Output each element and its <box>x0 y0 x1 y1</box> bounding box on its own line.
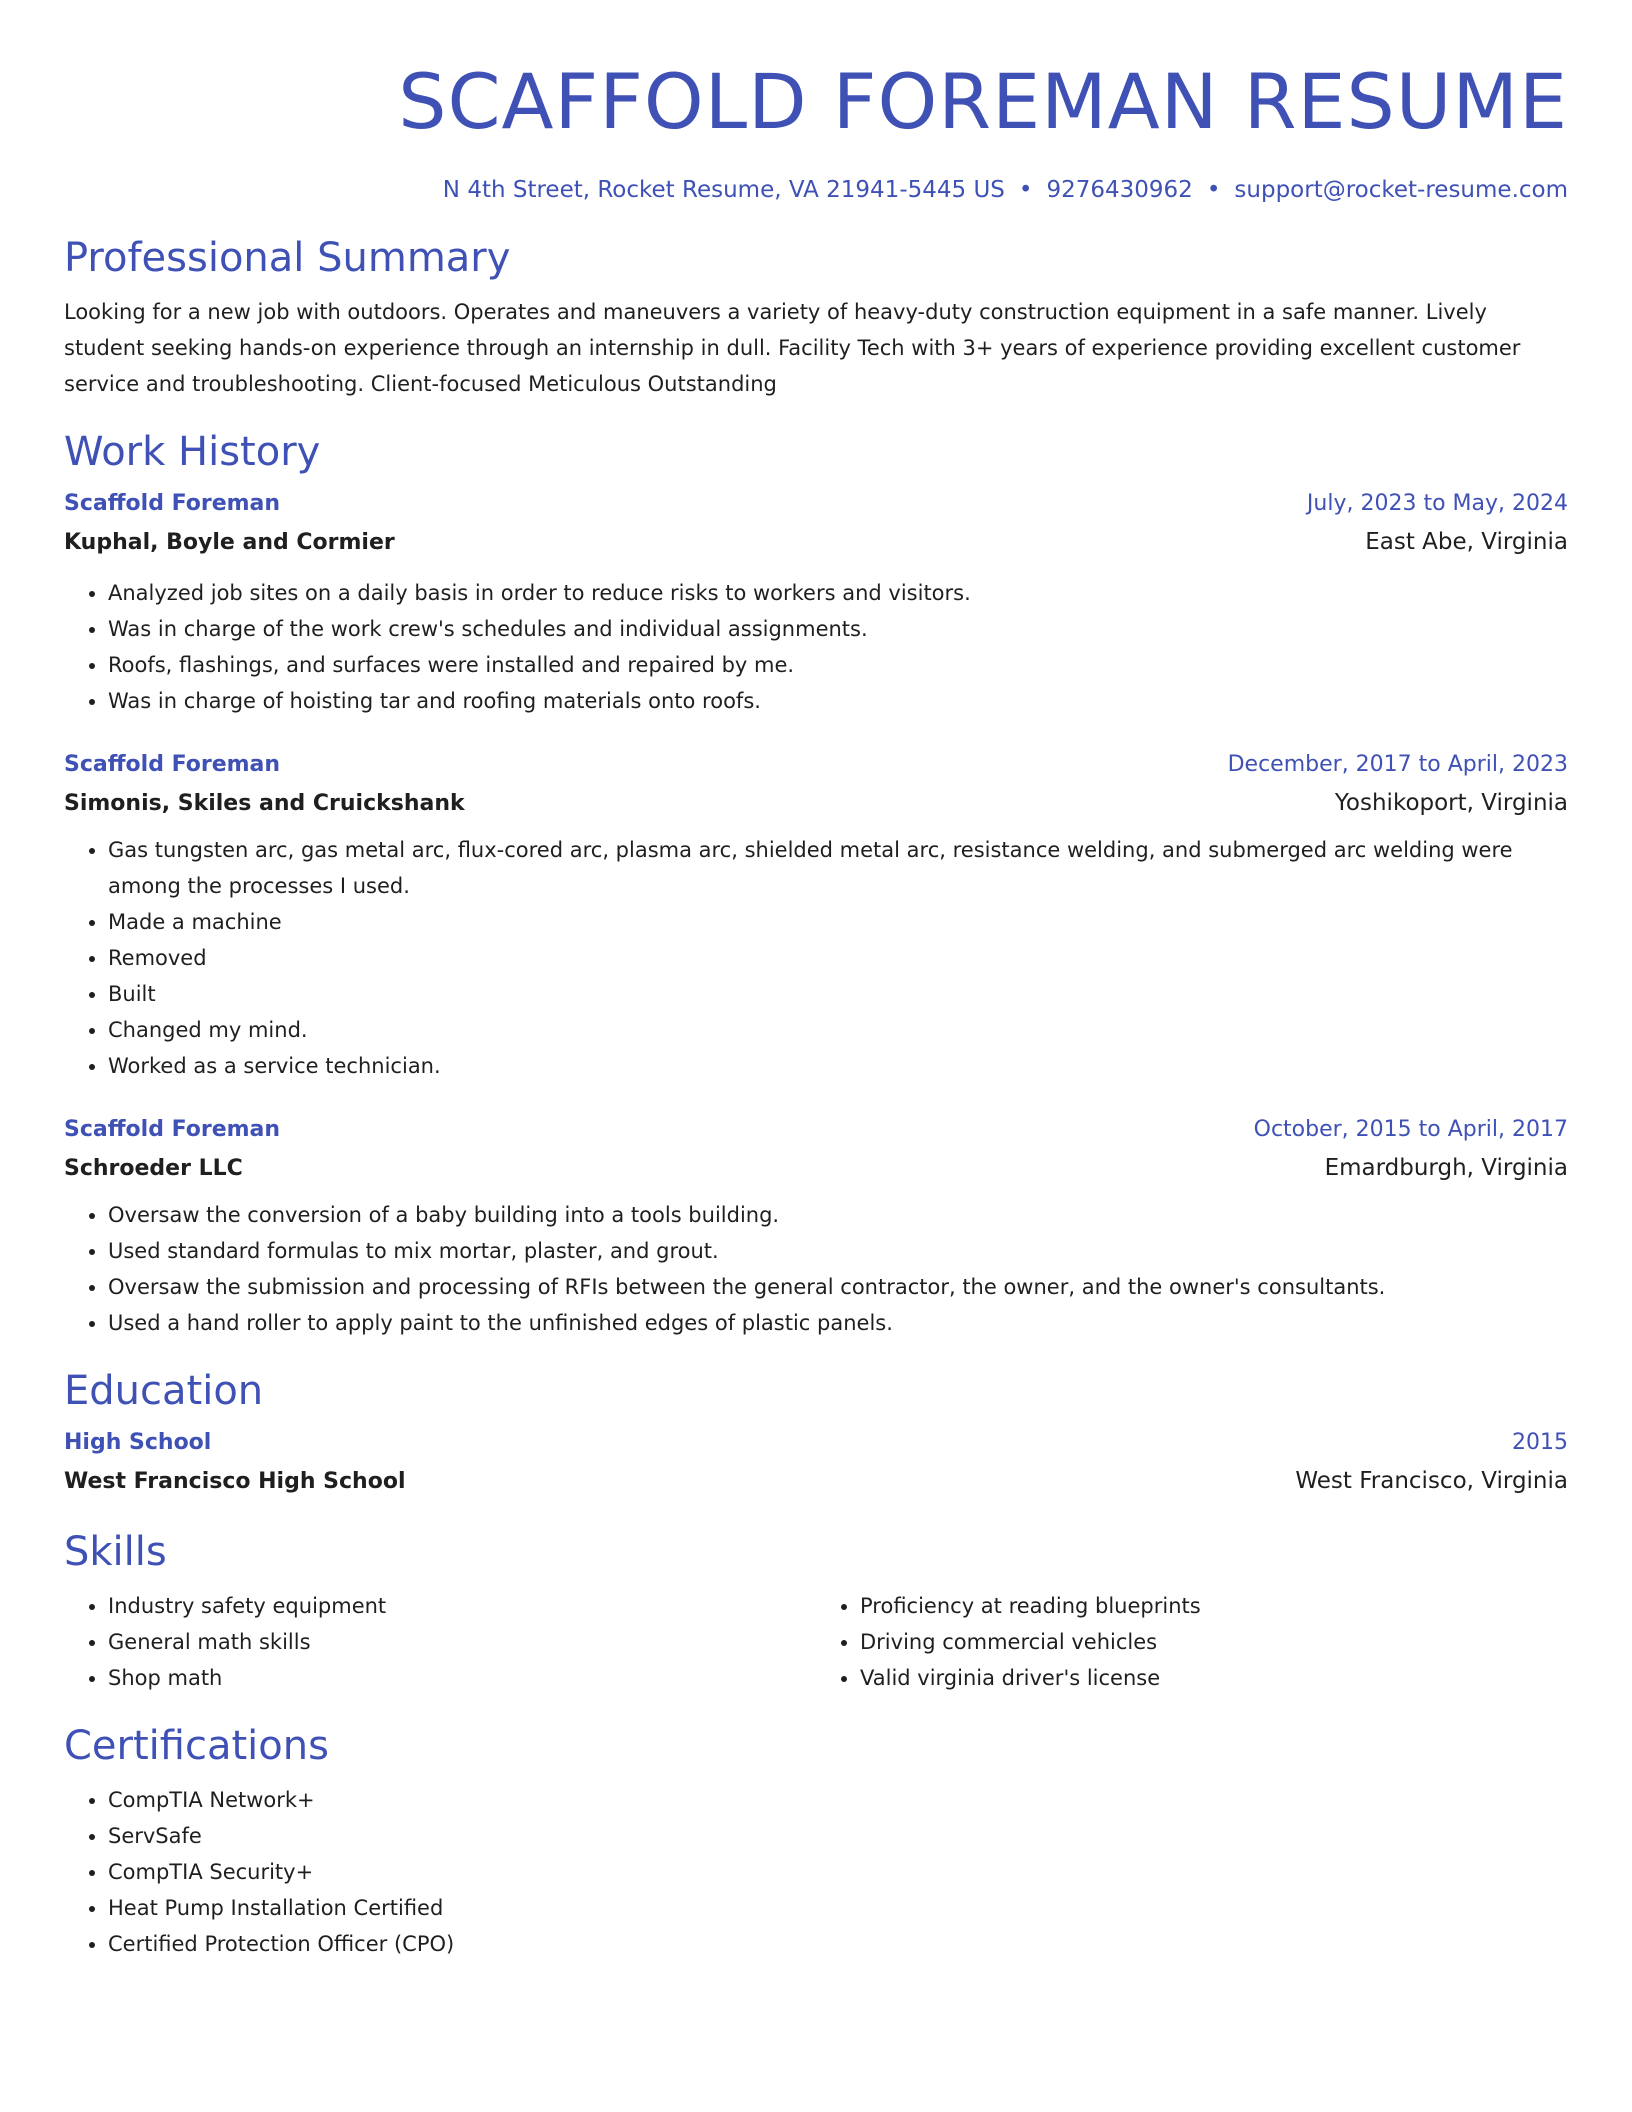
list-item: • General math skills <box>108 1624 816 1660</box>
list-item: • Was in charge of hoisting tar and roofing materials onto roofs. <box>108 683 1568 719</box>
skills-heading: Skills <box>64 1529 167 1575</box>
skills-columns <box>64 1588 1568 1696</box>
list-item: • Removed <box>108 940 1568 976</box>
job-title: Scaffold Foreman <box>64 491 281 516</box>
education-degree: High School <box>64 1430 212 1455</box>
education-location: West Francisco, Virginia <box>1295 1468 1568 1494</box>
job-entry <box>64 747 1568 1084</box>
job-title: Scaffold Foreman <box>64 752 281 777</box>
job-bullets <box>64 832 1568 1084</box>
job-bullets <box>64 1197 1568 1341</box>
summary-heading: Professional Summary <box>64 235 511 281</box>
job-company: Kuphal, Boyle and Cormier <box>64 530 395 555</box>
list-item: • CompTIA Security+ <box>108 1854 1568 1890</box>
resume-title: SCAFFOLD FOREMAN RESUME <box>398 57 1568 146</box>
certifications-section <box>64 1720 1568 1962</box>
certifications-list <box>64 1782 1568 1962</box>
job-title: Scaffold Foreman <box>64 1117 281 1142</box>
education-heading: Education <box>64 1368 264 1414</box>
list-item: • Driving commercial vehicles <box>860 1624 1568 1660</box>
job-location: Yoshikoport, Virginia <box>1334 790 1568 816</box>
list-item: • Used a hand roller to apply paint to the unfinished edges of plastic panels. <box>108 1305 1568 1341</box>
list-item: • Certified Protection Officer (CPO) <box>108 1926 1568 1962</box>
work-history-heading: Work History <box>64 429 321 475</box>
list-item: • Analyzed job sites on a daily basis in order to reduce risks to workers and visitors. <box>108 575 1568 611</box>
job-location: Emardburgh, Virginia <box>1324 1155 1568 1181</box>
work-history-section <box>64 426 1568 1341</box>
education-entry <box>64 1425 1568 1502</box>
list-item: • Worked as a service technician. <box>108 1048 1568 1084</box>
job-entry <box>64 1112 1568 1341</box>
list-item: • Used standard formulas to mix mortar, plaster, and grout. <box>108 1233 1568 1269</box>
list-item: • Shop math <box>108 1660 816 1696</box>
contact-phone: 9276430962 <box>1046 177 1193 203</box>
list-item: • Roofs, flashings, and surfaces were installed and repaired by me. <box>108 647 1568 683</box>
list-item: • CompTIA Network+ <box>108 1782 1568 1818</box>
job-location: East Abe, Virginia <box>1365 529 1568 555</box>
skills-section <box>64 1526 1568 1696</box>
list-item: • Heat Pump Installation Certified <box>108 1890 1568 1926</box>
list-item: • Gas tungsten arc, gas metal arc, flux-cored arc, plasma arc, shielded metal arc, resistance welding, and submerged arc welding were among the processes I used. <box>108 832 1568 904</box>
job-entry <box>64 486 1568 719</box>
summary-section <box>64 232 1568 402</box>
education-school: West Francisco High School <box>64 1469 406 1494</box>
contact-line <box>64 174 1568 206</box>
list-item: • Was in charge of the work crew's schedules and individual assignments. <box>108 611 1568 647</box>
skills-list-left <box>64 1588 816 1696</box>
list-item: • Changed my mind. <box>108 1012 1568 1048</box>
list-item: • Made a machine <box>108 904 1568 940</box>
education-year: 2015 <box>1512 1430 1568 1455</box>
list-item: • Industry safety equipment <box>108 1588 816 1624</box>
job-dates: December, 2017 to April, 2023 <box>1227 752 1568 777</box>
list-item: • Oversaw the submission and processing of RFIs between the general contractor, the owner, and the owner's consultants. <box>108 1269 1568 1305</box>
list-item: • Valid virginia driver's license <box>860 1660 1568 1696</box>
education-section <box>64 1365 1568 1502</box>
job-dates: October, 2015 to April, 2017 <box>1253 1117 1568 1142</box>
job-bullets <box>64 575 1568 719</box>
list-item: • Built <box>108 976 1568 1012</box>
summary-text: Looking for a new job with outdoors. Operates and maneuvers a variety of heavy-duty construction equipment in a safe manner. Lively student seeking hands-on experience through an internship in dull. Facility Tech with 3+ years of experience providing excellent customer service and troubleshooting. Client-focused Meticulous Outstanding <box>64 300 1521 396</box>
list-item: • ServSafe <box>108 1818 1568 1854</box>
list-item: • Oversaw the conversion of a baby building into a tools building. <box>108 1197 1568 1233</box>
job-dates: July, 2023 to May, 2024 <box>1306 491 1568 516</box>
contact-email[interactable]: support@rocket-resume.com <box>1234 177 1568 203</box>
list-item: • Proficiency at reading blueprints <box>860 1588 1568 1624</box>
job-company: Simonis, Skiles and Cruickshank <box>64 791 465 816</box>
contact-separator: • <box>1018 177 1033 203</box>
contact-separator: • <box>1206 177 1221 203</box>
skills-list-right <box>816 1588 1568 1696</box>
certifications-heading: Certifications <box>64 1723 329 1769</box>
job-company: Schroeder LLC <box>64 1156 243 1181</box>
resume-header <box>64 0 1568 206</box>
contact-address: N 4th Street, Rocket Resume, VA 21941-5445 US <box>442 177 1005 203</box>
